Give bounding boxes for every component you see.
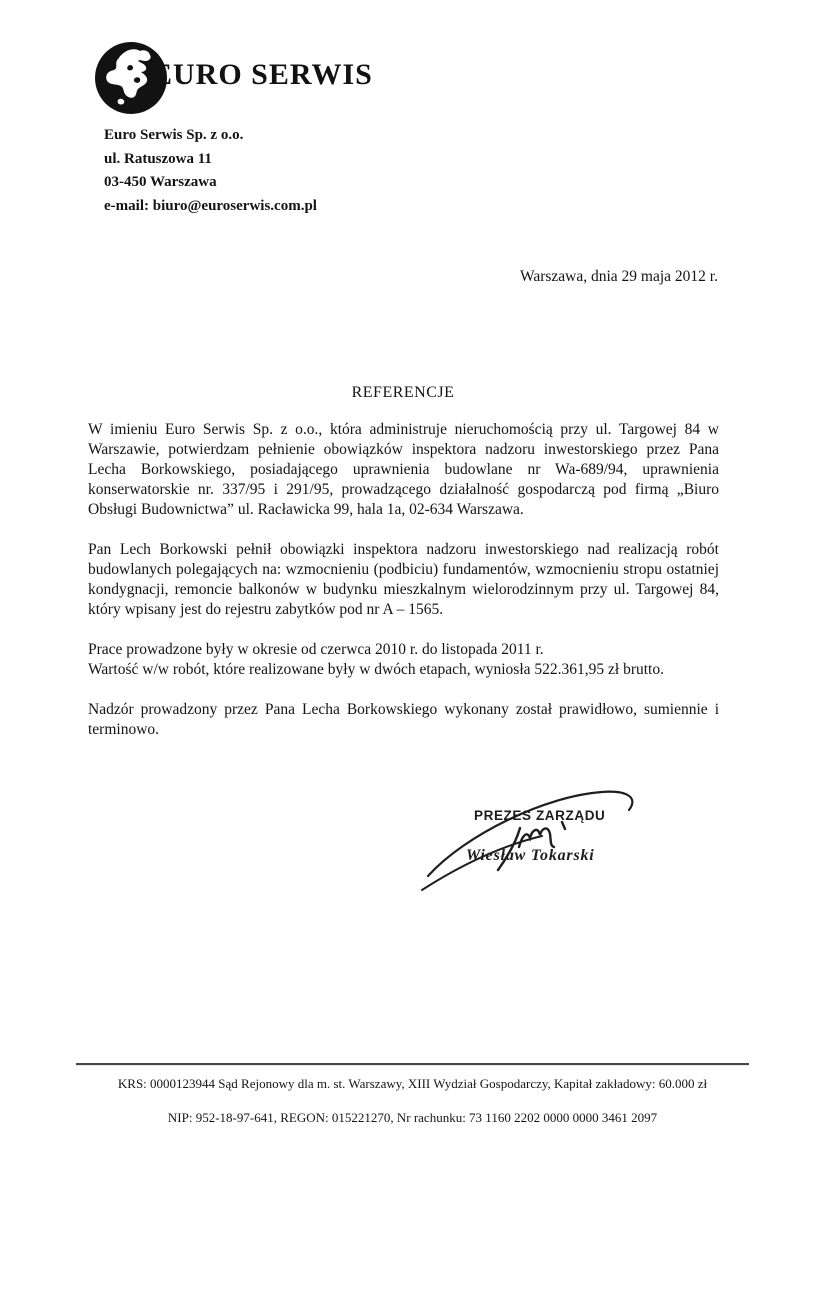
sender-address: [104, 124, 317, 218]
sender-email: e-mail: biuro@euroserwis.com.pl: [104, 197, 317, 214]
brand-name: EURO SERWIS: [152, 58, 373, 91]
paragraph-3-line-2: Wartość w/w robót, które realizowane były w dwóch etapach, wyniosła 522.361,95 zł brutto.: [88, 661, 664, 678]
sender-company: Euro Serwis Sp. z o.o.: [104, 127, 244, 143]
signer-role: PREZES ZARZĄDU: [474, 808, 606, 823]
signature-block: [420, 780, 710, 895]
footer-tax-bank-line: NIP: 952-18-97-641, REGON: 015221270, Nr rachunku: 73 1160 2202 0000 0000 3461 2097: [167, 1110, 658, 1125]
paragraph-3: [88, 640, 719, 680]
paragraph-1: W imieniu Euro Serwis Sp. z o.o., która administruje nieruchomością przy ul. Targowej 84 w Warszawie, potwierdzam pełnienie obowiązków inspektora nadzoru inwestorskiego przez Pana Lecha Borkowskiego, posiadającego uprawnienia budowlane nr Wa-689/94, uprawnienia konserwatorskie nr. 337/95 i 291/95, prowadzącego działalność gospodarczą pod firmą „Biuro Obsługi Budownictwa” ul. Racławicka 99, hala 1a, 02-634 Warszawa.: [88, 421, 719, 518]
signer-name: Wiesław Tokarski: [466, 847, 595, 864]
document-title: REFERENCJE: [351, 384, 455, 401]
footer-registry-line: KRS: 0000123944 Sąd Rejonowy dla m. st. Warszawy, XIII Wydział Gospodarczy, Kapitał zakładowy: 60.000 zł: [117, 1076, 708, 1091]
sender-street: ul. Ratuszowa 11: [104, 150, 212, 167]
letter-body: [88, 420, 719, 760]
paragraph-4: Nadzór prowadzony przez Pana Lecha Borkowskiego wykonany został prawidłowo, sumiennie i terminowo.: [88, 701, 719, 738]
handwritten-signature-icon: [420, 780, 710, 895]
paragraph-2: Pan Lech Borkowski pełnił obowiązki inspektora nadzoru inwestorskiego nad realizacją robót budowlanych polegających na: wzmocnieniu (podbiciu) fundamentów, wzmocnieniu stropu ostatniej kondygnacji, remoncie balkonów w budynku mieszkalnym wielorodzinnym przy ul. Targowej 84, który wpisany jest do rejestru zabytków pod nr A – 1565.: [88, 541, 719, 618]
paragraph-3-line-1: Prace prowadzone były w okresie od czerwca 2010 r. do listopada 2011 r.: [88, 641, 544, 658]
sender-city: 03-450 Warszawa: [104, 174, 217, 190]
footer-divider: [76, 1063, 749, 1065]
company-logo: [95, 40, 415, 116]
dateline: Warszawa, dnia 29 maja 2012 r.: [519, 268, 718, 285]
